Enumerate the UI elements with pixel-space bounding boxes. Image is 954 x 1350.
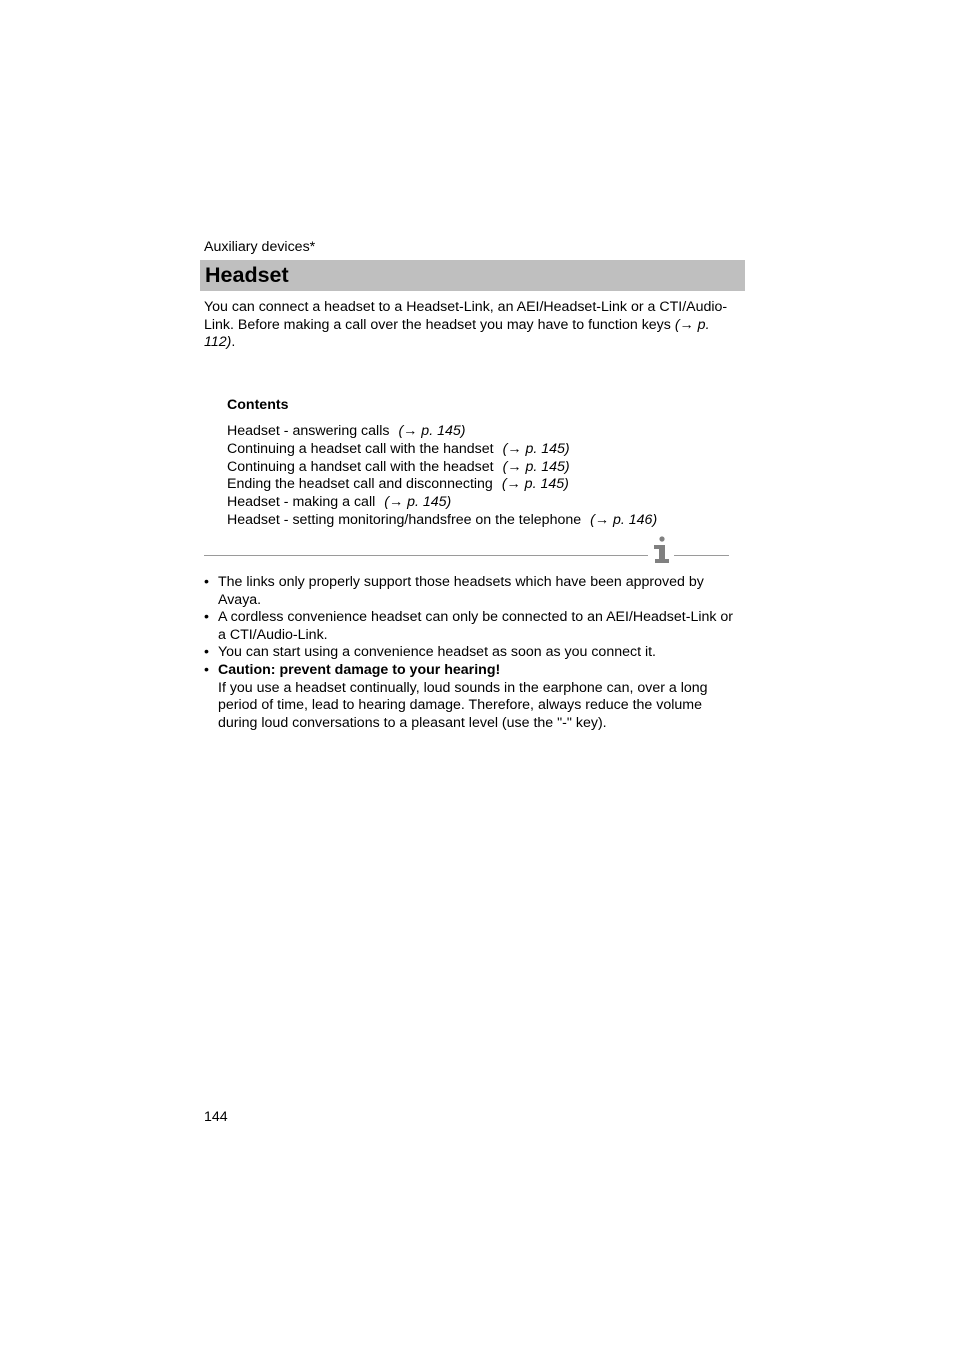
intro-end: .	[231, 334, 236, 350]
contents-item-reference[interactable]: (→ p. 145)	[384, 494, 452, 511]
contents-item-text: Ending the headset call and disconnecting	[227, 476, 493, 493]
contents-item[interactable]	[227, 423, 657, 441]
contents-item-text: Headset - answering calls	[227, 423, 390, 439]
contents-item[interactable]	[227, 459, 657, 477]
contents-item[interactable]	[227, 494, 657, 512]
bullet: •	[204, 574, 209, 590]
note-item	[204, 609, 744, 644]
divider-right	[674, 555, 729, 556]
note-text: You can start using a convenience headset as soon as you connect it.	[218, 644, 657, 661]
intro-paragraph	[204, 299, 744, 352]
bullet: •	[204, 609, 209, 626]
note-item	[204, 644, 744, 662]
contents-item-reference[interactable]: (→ p. 145)	[502, 458, 570, 475]
note-text: The links only properly support those headsets which have been approved by Avaya.	[218, 574, 704, 608]
info-icon	[650, 535, 674, 565]
contents-item-reference[interactable]: (→ p. 145)	[501, 476, 569, 493]
title-bar	[200, 260, 745, 291]
contents-item-reference[interactable]: (→ p. 145)	[502, 440, 570, 457]
note-text: A cordless convenience headset can only be connected to an AEI/Headset-Link or a CTI/Audio-Link.	[218, 609, 734, 643]
caution-heading: Caution: prevent damage to your hearing!	[218, 661, 501, 678]
divider-left	[204, 555, 648, 556]
caution-text: If you use a headset continually, loud sounds in the earphone can, over a long period of time, lead to hearing damage. Therefore, always reduce the volume during loud conversations to a pleasant level (use the "-" key).	[218, 679, 708, 731]
contents-item[interactable]	[227, 441, 657, 459]
contents-item[interactable]	[227, 476, 657, 494]
contents-item-reference[interactable]: (→ p. 146)	[590, 511, 658, 528]
note-item	[204, 574, 744, 609]
section-label: Auxiliary devices*	[204, 239, 316, 255]
intro-page-reference[interactable]: (→ p. 112)	[204, 316, 710, 350]
contents-item-reference[interactable]: (→ p. 145)	[398, 423, 466, 439]
contents-item-text: Headset - setting monitoring/handsfree on the telephone	[227, 511, 582, 528]
contents-item[interactable]	[227, 512, 657, 530]
notes-list	[204, 574, 744, 732]
caution-item	[204, 662, 744, 732]
bullet: •	[204, 644, 209, 661]
contents-heading: Contents	[227, 397, 289, 413]
contents-list	[227, 423, 657, 530]
page-title: Headset	[205, 263, 289, 287]
contents-item-text: Continuing a headset call with the handset	[227, 440, 494, 457]
contents-item-text: Continuing a handset call with the headset	[227, 458, 494, 475]
bullet: •	[204, 661, 209, 678]
page-number: 144	[204, 1109, 228, 1125]
contents-item-text: Headset - making a call	[227, 494, 376, 511]
intro-text: You can connect a headset to a Headset-Link, an AEI/Headset-Link or a CTI/Audio-Link. Before making a call over the headset you may have to function keys	[204, 299, 728, 333]
